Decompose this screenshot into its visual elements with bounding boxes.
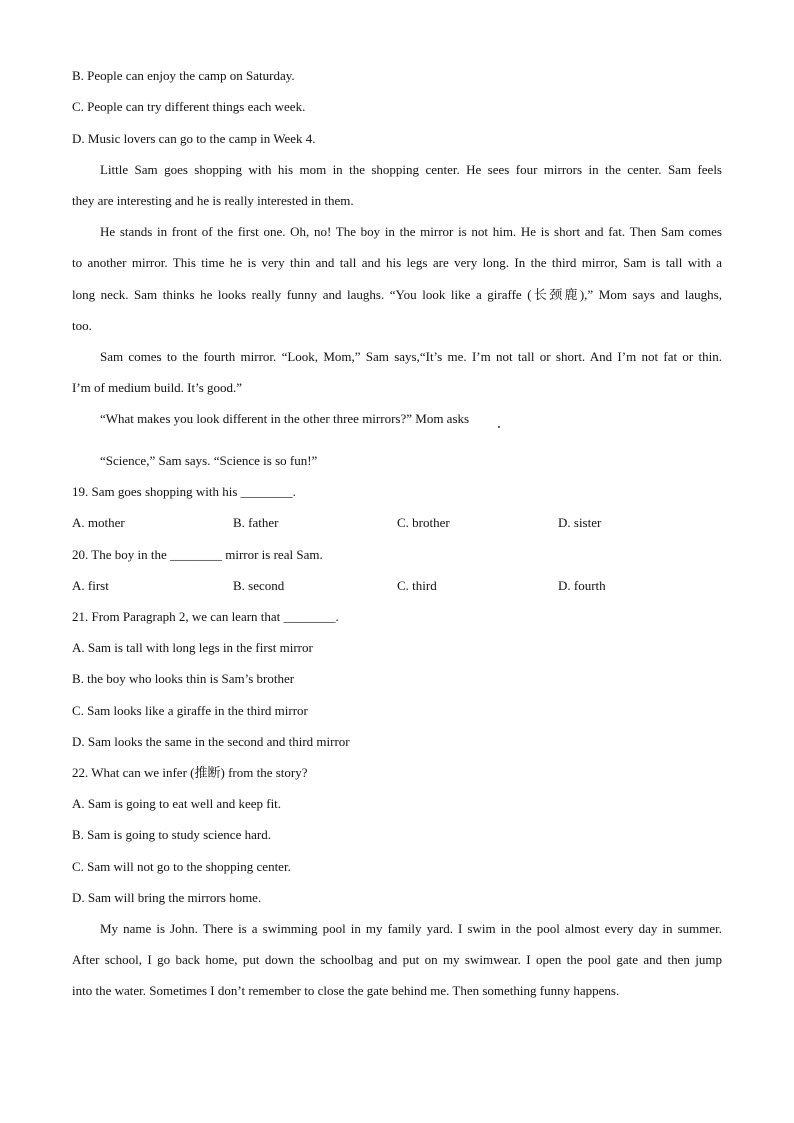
question-21-option-c: C. Sam looks like a giraffe in the third mirror [72,703,308,718]
passage-paragraph-6-line-1: My name is John. There is a swimming pool in my family yard. I swim in the pool almost every day in summer. [100,921,722,936]
question-20-option-b: B. second [233,578,285,593]
question-22-option-b: B. Sam is going to study science hard. [72,827,271,842]
question-21-stem: 21. From Paragraph 2, we can learn that ________. [72,609,339,624]
question-21-option-b: B. the boy who looks thin is Sam’s brother [72,671,295,686]
passage-paragraph-5: “Science,” Sam says. “Science is so fun!” [100,453,318,468]
passage-paragraph-2-line-3: long neck. Sam thinks he looks really funny and laughs. “You look like a giraffe (长颈鹿),” Mom says and laughs, [72,287,722,302]
passage-paragraph-2-line-1: He stands in front of the first one. Oh, no! The boy in the mirror is not him. He is short and fat. Then Sam comes [100,224,722,239]
question-22-option-d: D. Sam will bring the mirrors home. [72,890,262,905]
question-19-option-c: C. brother [397,515,450,530]
question-20-option-c: C. third [397,578,437,593]
passage-paragraph-2-line-2: to another mirror. This time he is very thin and tall and his legs are very long. In the third mirror, Sam is tall with a [72,255,722,270]
question-20-option-d: D. fourth [558,578,606,593]
question-19-option-d: D. sister [558,515,602,530]
passage-paragraph-6-line-2: After school, I go back home, put down the schoolbag and put on my swimwear. I open the pool gate and then jump [72,952,722,967]
option-b-camp: B. People can enjoy the camp on Saturday. [72,68,295,83]
question-21-option-d: D. Sam looks the same in the second and third mirror [72,734,350,749]
question-19-stem: 19. Sam goes shopping with his ________. [72,484,296,499]
option-c-camp: C. People can try different things each week. [72,99,306,114]
question-22-option-c: C. Sam will not go to the shopping center. [72,859,291,874]
question-21-option-a: A. Sam is tall with long legs in the first mirror [72,640,313,655]
passage-paragraph-3-line-1: Sam comes to the fourth mirror. “Look, Mom,” Sam says,“It’s me. I’m not tall or short. And I’m not fat or thin. [100,349,722,364]
passage-paragraph-6-line-3: into the water. Sometimes I don’t remember to close the gate behind me. Then something funny happens. [72,983,620,998]
question-20-stem: 20. The boy in the ________ mirror is real Sam. [72,547,323,562]
option-d-camp: D. Music lovers can go to the camp in Week 4. [72,131,316,146]
passage-paragraph-2-line-4: too. [72,318,92,333]
passage-paragraph-1-line-1: Little Sam goes shopping with his mom in the shopping center. He sees four mirrors in the center. Sam feels [100,162,722,177]
question-20-option-a: A. first [72,578,109,593]
passage-paragraph-1-line-2: they are interesting and he is really interested in them. [72,193,354,208]
passage-paragraph-3-line-2: I’m of medium build. It’s good.” [72,380,243,395]
question-19-option-b: B. father [233,515,279,530]
question-22-stem: 22. What can we infer (推断) from the story? [72,765,308,780]
question-22-option-a: A. Sam is going to eat well and keep fit. [72,796,282,811]
stray-dot-mark [498,426,500,428]
question-19-option-a: A. mother [72,515,125,530]
passage-paragraph-4: “What makes you look different in the other three mirrors?” Mom asks [100,411,470,426]
